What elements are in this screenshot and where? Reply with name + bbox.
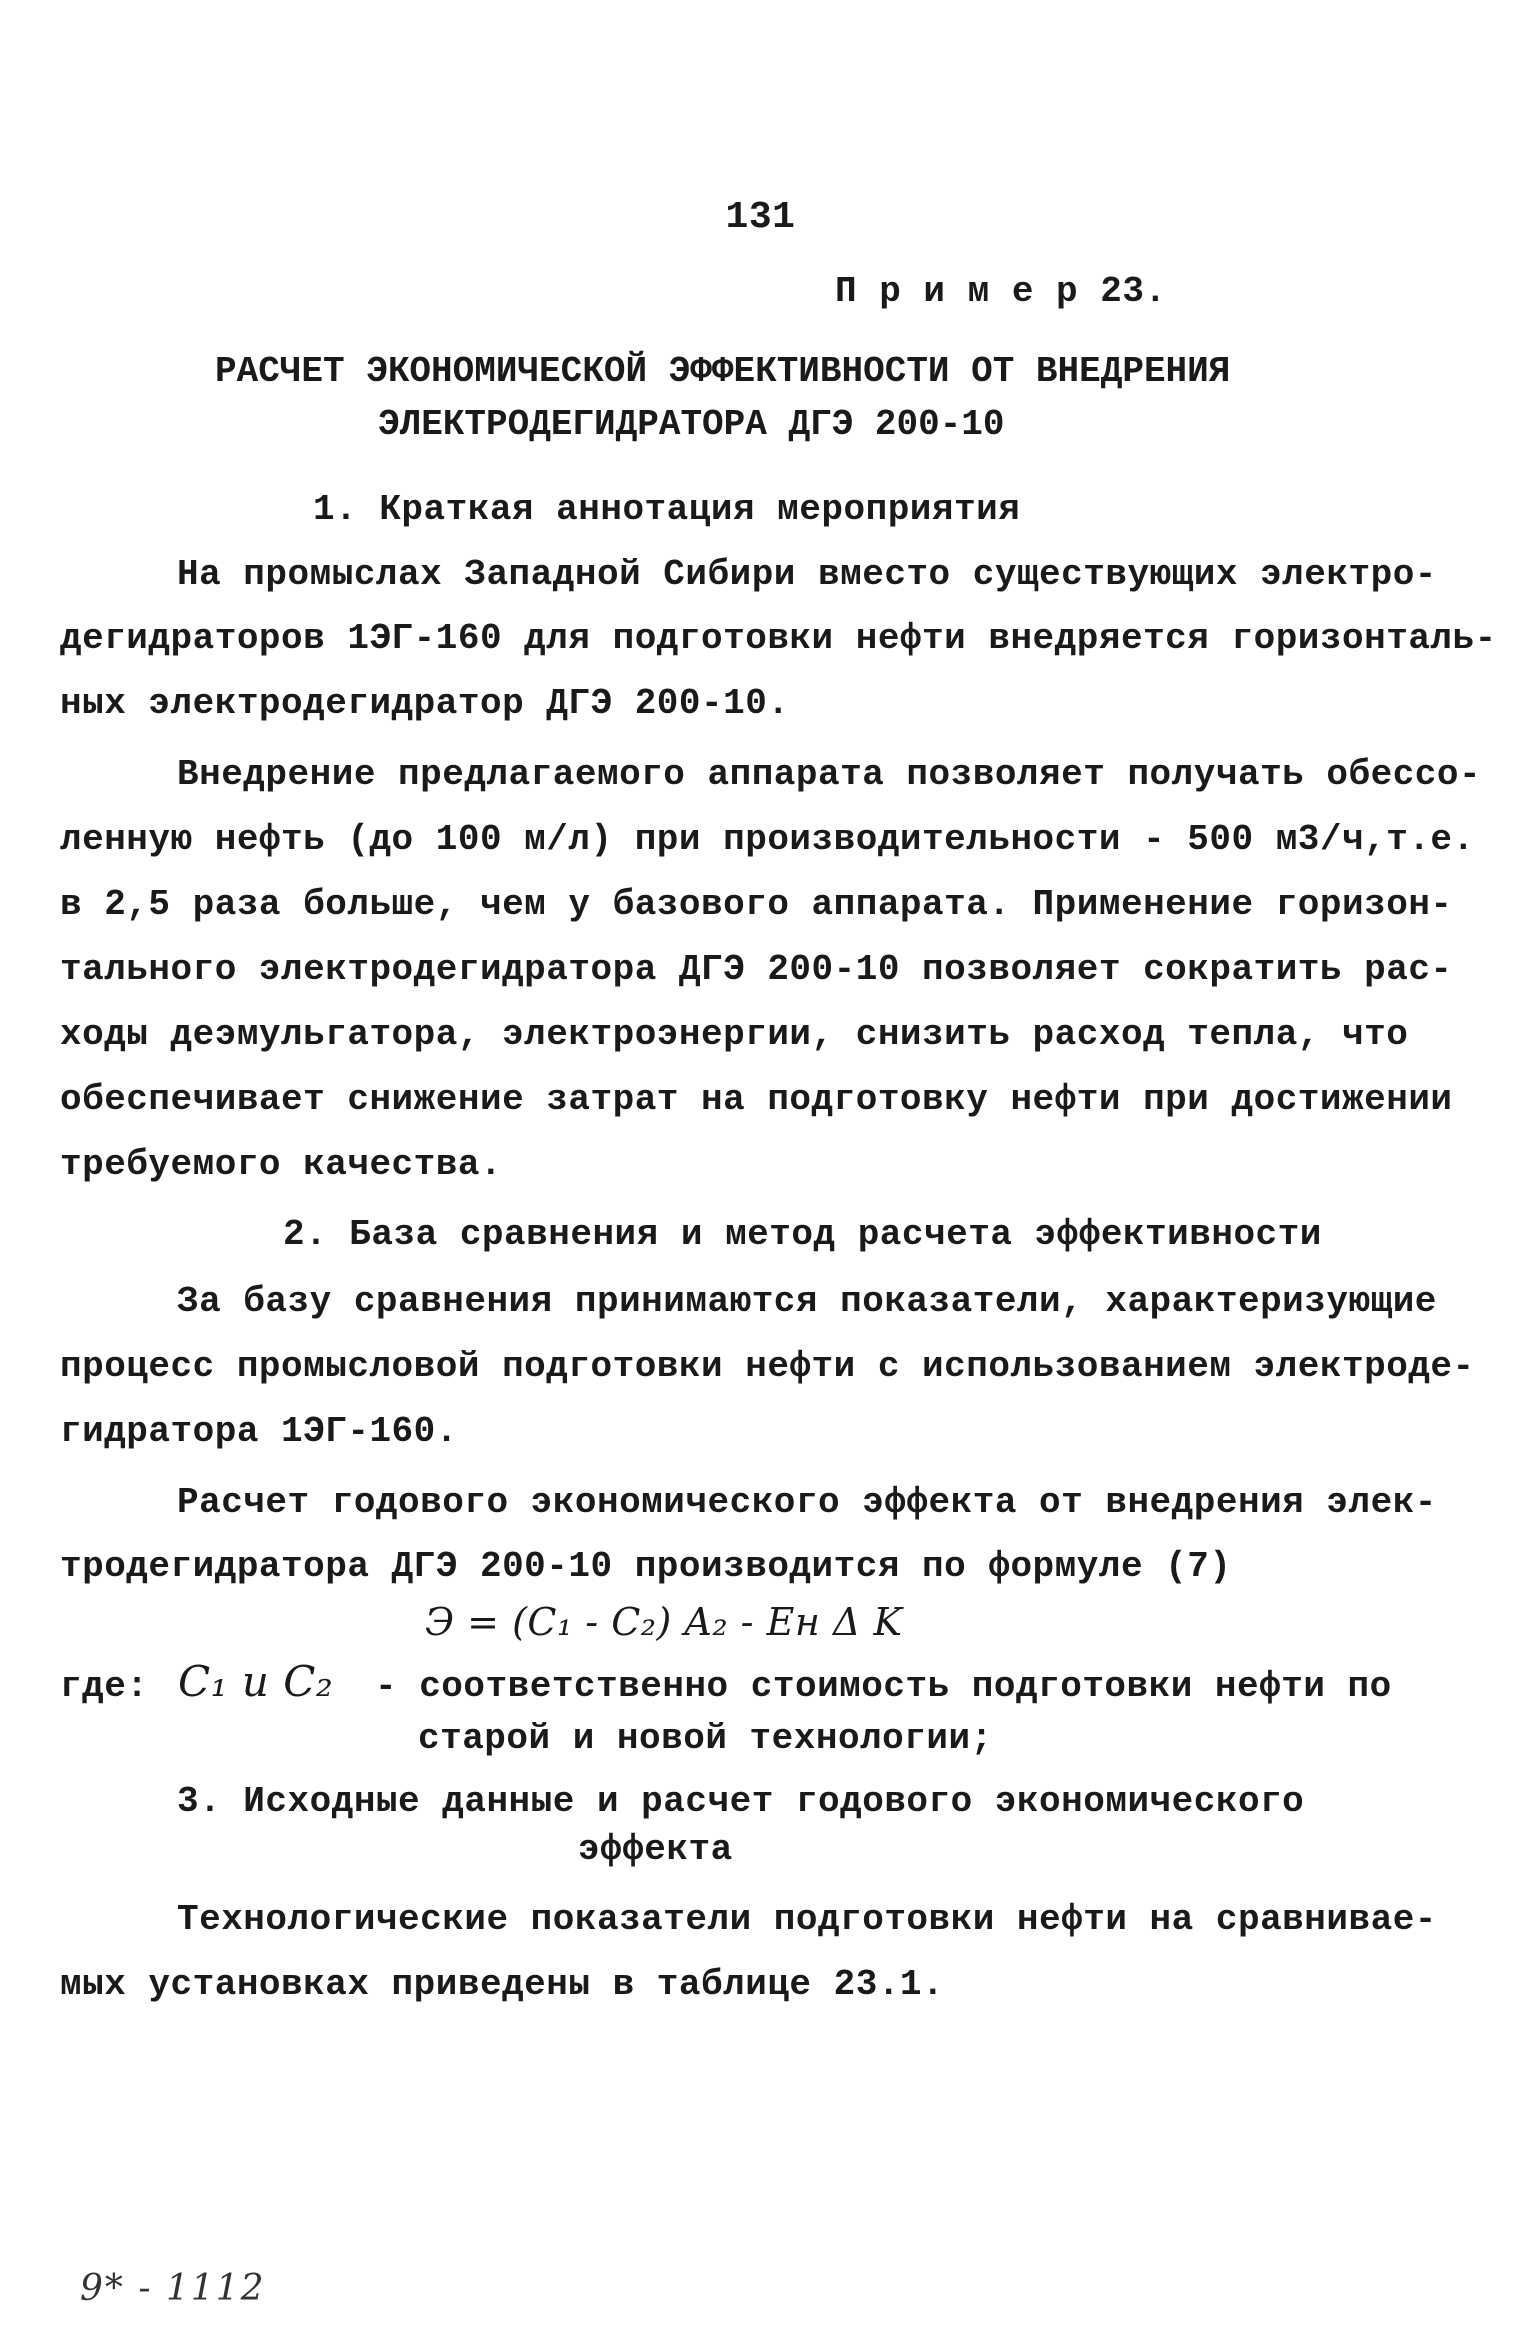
s2-p1-line-1: За базу сравнения принимаются показатели, характеризующие — [177, 1281, 1437, 1322]
s1-p2-line-5: ходы деэмульгатора, электроэнергии, снизить расход тепла, что — [60, 1014, 1409, 1055]
s2-p1-line-2: процесс промысловой подготовки нефти с использованием электроде- — [60, 1346, 1475, 1387]
s1-p1-line-1: На промыслах Западной Сибири вместо существующих электро- — [177, 554, 1437, 595]
s3-p1-line-2: мых установках приведены в таблице 23.1. — [60, 1964, 945, 2005]
s1-p1-line-2: дегидраторов 1ЭГ-160 для подготовки нефти внедряется горизонталь- — [60, 618, 1497, 659]
s1-p2-line-6: обеспечивает снижение затрат на подготовку нефти при достижении — [60, 1079, 1453, 1120]
title-line-2: ЭЛЕКТРОДЕГИДРАТОРА ДГЭ 200-10 — [378, 404, 1005, 445]
example-label: П р и м е р 23. — [835, 271, 1167, 312]
page-number: 131 — [725, 196, 796, 239]
s1-p2-line-3: в 2,5 раза больше, чем у базового аппарата. Применение горизон- — [60, 884, 1453, 925]
title-line-1: РАСЧЕТ ЭКОНОМИЧЕСКОЙ ЭФФЕКТИВНОСТИ ОТ ВНЕДРЕНИЯ — [215, 351, 1231, 392]
s1-p1-line-3: ных электродегидратор ДГЭ 200-10. — [60, 683, 790, 724]
s3-p1-line-1: Технологические показатели подготовки нефти на сравнивае- — [177, 1899, 1437, 1940]
section-3-heading-line-2: эффекта — [578, 1829, 733, 1870]
economic-effect-formula: Э = (C₁ - C₂) A₂ - Eн Δ K — [425, 1600, 903, 1644]
s1-p2-line-2: ленную нефть (до 100 м/л) при производительности - 500 м3/ч,т.е. — [60, 819, 1475, 860]
s2-p2-line-1: Расчет годового экономического эффекта от внедрения элек- — [177, 1482, 1437, 1523]
where-text-line-2: старой и новой технологии; — [418, 1718, 993, 1759]
section-2-heading: 2. База сравнения и метод расчета эффективности — [283, 1214, 1322, 1255]
s1-p2-line-4: тального электродегидратора ДГЭ 200-10 позволяет сократить рас- — [60, 949, 1453, 990]
s1-p2-line-7: требуемого качества. — [60, 1144, 503, 1185]
s1-p2-line-1: Внедрение предлагаемого аппарата позволяет получать обессо- — [177, 754, 1482, 795]
where-text-line-1: - соответственно стоимость подготовки нефти по — [375, 1666, 1392, 1707]
where-label: где: — [60, 1666, 149, 1707]
section-3-heading-line-1: 3. Исходные данные и расчет годового экономического — [177, 1781, 1305, 1822]
s2-p1-line-3: гидратора 1ЭГ-160. — [60, 1411, 458, 1452]
s2-p2-line-2: тродегидратора ДГЭ 200-10 производится по формуле (7) — [60, 1546, 1232, 1587]
section-1-heading: 1. Краткая аннотация мероприятия — [313, 489, 1021, 530]
handwritten-note: 9* - 1112 — [80, 2268, 266, 2309]
where-symbols: C₁ и C₂ — [178, 1657, 334, 1706]
